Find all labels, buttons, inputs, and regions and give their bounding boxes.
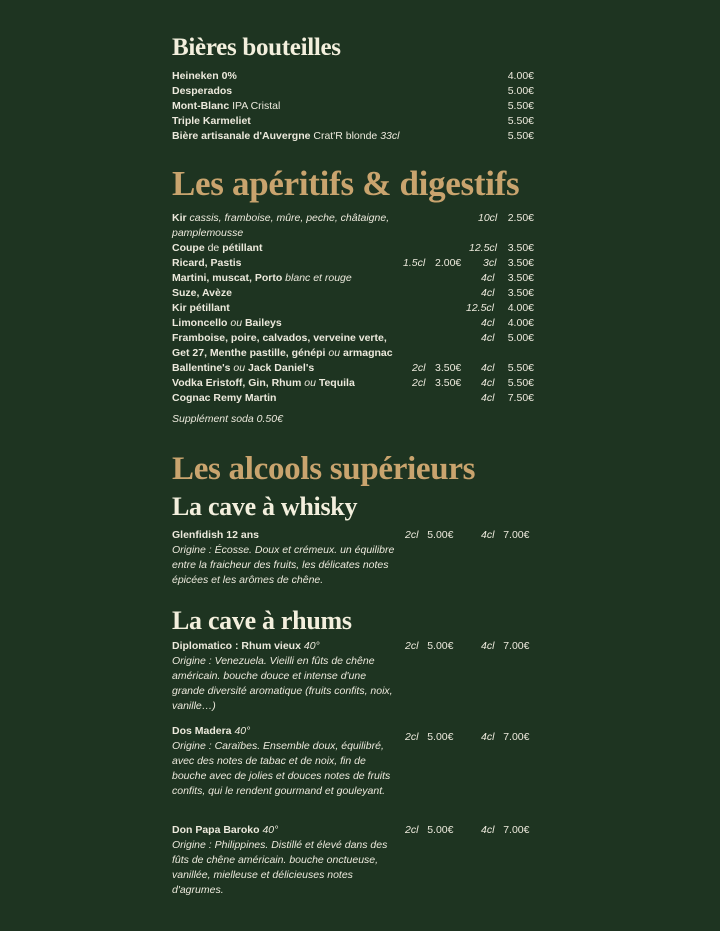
beer-price: 5.50€ — [507, 130, 534, 142]
beer-name: Triple Karmeliet — [172, 115, 251, 127]
beer-price: 4.00€ — [507, 70, 534, 82]
whisky-item — [172, 528, 542, 588]
aperitif-row — [172, 271, 542, 286]
beer-volume: 33cl — [380, 130, 400, 142]
spirit-degree: 40° — [231, 725, 251, 737]
aperitif-name: Ricard, Pastis — [172, 257, 242, 269]
spirit-degree: 40° — [259, 824, 279, 836]
price-2: 7.00€ — [503, 824, 530, 836]
aperitif-name: Framboise, poire, calvados, verveine verte, — [172, 332, 387, 344]
beer-list — [172, 69, 542, 144]
volume-2: 12.5cl — [469, 242, 498, 254]
aperitif-name: Limoncello — [172, 317, 228, 329]
price-2: 4.00€ — [507, 302, 534, 314]
aperitif-name: armagnac — [342, 347, 393, 359]
connector: ou — [325, 347, 343, 359]
section-title-spirits: Les alcools supérieurs — [172, 451, 476, 487]
price-2: 5.00€ — [507, 332, 534, 344]
price-2: 5.50€ — [507, 362, 534, 374]
price-1: 5.00€ — [427, 824, 454, 836]
connector: de — [204, 242, 223, 254]
rum-item — [172, 823, 542, 898]
spirit-description: Origine : Écosse. Doux et crémeux. un équilibre entre la fraicheur des fruits, les délicates notes épicées et les arômes de chêne. — [172, 544, 395, 586]
price-2: 4.00€ — [507, 317, 534, 329]
volume-2: 4cl — [481, 362, 495, 374]
aperitif-name: Kir — [172, 212, 187, 224]
aperitif-name: Ballentine's — [172, 362, 231, 374]
aperitif-row — [172, 286, 542, 301]
volume-2: 4cl — [481, 392, 495, 404]
volume-1: 2cl — [412, 377, 426, 389]
aperitif-list — [172, 211, 542, 427]
volume-2: 3cl — [483, 257, 497, 269]
aperitif-name: Baileys — [244, 317, 282, 329]
soda-note — [172, 412, 542, 427]
volume-1: 2cl — [405, 640, 419, 652]
spirit-name: Diplomatico : Rhum vieux — [172, 640, 301, 652]
connector: ou — [230, 362, 249, 374]
aperitif-row — [172, 301, 542, 316]
spirit-description: Origine : Philippines. Distillé et élevé dans des fûts de chêne américain. bouche onctueuse, vanillée, mielleuse et délicieuses notes d'agrumes. — [172, 839, 388, 896]
aperitif-name: Suze, Avèze — [172, 287, 232, 299]
aperitif-row-cont — [172, 346, 542, 361]
aperitif-name: Cognac Remy Martin — [172, 392, 277, 404]
volume-1: 1.5cl — [403, 257, 426, 269]
volume-2: 12.5cl — [466, 302, 495, 314]
spirit-name: Dos Madera — [172, 725, 232, 737]
volume-2: 4cl — [481, 529, 495, 541]
beer-row — [172, 129, 542, 144]
beer-price: 5.00€ — [507, 85, 534, 97]
connector: ou — [227, 317, 245, 329]
price-1: 3.50€ — [435, 377, 462, 389]
price-2: 3.50€ — [507, 242, 534, 254]
price-2: 7.00€ — [503, 529, 530, 541]
spirit-name: Don Papa Baroko — [172, 824, 260, 836]
aperitif-detail: cassis, framboise, mûre, peche, châtaigne, — [186, 212, 390, 224]
volume-2: 4cl — [481, 287, 495, 299]
volume-2: 4cl — [481, 272, 495, 284]
spirit-description: Origine : Caraïbes. Ensemble doux, équilibré, avec des notes de tabac et de noix, fin de bouche avec de jolies et douces notes de fruits confits, qui le rendent gourmand et gouleyant. — [172, 740, 391, 797]
beer-name: Desperados — [172, 85, 233, 97]
subsection-title-rum: La cave à rhums — [172, 606, 352, 635]
rum-item — [172, 724, 542, 799]
beer-row — [172, 84, 542, 99]
aperitif-detail: blanc et rouge — [282, 272, 352, 284]
volume-1: 2cl — [405, 529, 419, 541]
volume-2: 4cl — [481, 377, 495, 389]
price-2: 3.50€ — [507, 257, 534, 269]
price-1: 3.50€ — [435, 362, 462, 374]
volume-2: 4cl — [481, 640, 495, 652]
beer-name: Heineken 0% — [172, 70, 237, 82]
beer-detail: Crat'R blonde — [310, 130, 381, 142]
beer-name: Mont-Blanc — [172, 100, 230, 112]
connector: ou — [301, 377, 319, 389]
beer-name: Bière artisanale d'Auvergne — [172, 130, 311, 142]
price-2: 3.50€ — [507, 287, 534, 299]
beer-row — [172, 69, 542, 84]
soda-supplement: Supplément soda 0.50€ — [172, 413, 283, 425]
price-2: 7.00€ — [503, 640, 530, 652]
aperitif-row — [172, 391, 542, 406]
aperitif-detail: pamplemousse — [172, 227, 244, 239]
aperitif-name: Jack Daniel's — [248, 362, 315, 374]
aperitif-row — [172, 361, 542, 376]
beer-price: 5.50€ — [507, 115, 534, 127]
beer-detail: IPA Cristal — [229, 100, 281, 112]
aperitif-name: Coupe — [172, 242, 205, 254]
aperitif-row — [172, 316, 542, 331]
price-2: 7.00€ — [503, 731, 530, 743]
price-1: 5.00€ — [427, 529, 454, 541]
volume-2: 4cl — [481, 731, 495, 743]
price-2: 5.50€ — [507, 377, 534, 389]
spirit-degree: 40° — [300, 640, 320, 652]
beer-row — [172, 99, 542, 114]
subsection-title-whisky: La cave à whisky — [172, 492, 358, 521]
section-title-aperitifs: Les apéritifs & digestifs — [172, 164, 520, 203]
spirit-name: Glenfidish 12 ans — [172, 529, 259, 541]
price-2: 7.50€ — [507, 392, 534, 404]
volume-2: 10cl — [478, 212, 498, 224]
aperitif-row — [172, 376, 542, 391]
aperitif-row — [172, 331, 542, 346]
beer-price: 5.50€ — [507, 100, 534, 112]
price-1: 5.00€ — [427, 731, 454, 743]
section-title-beers: Bières bouteilles — [172, 34, 341, 61]
price-1: 5.00€ — [427, 640, 454, 652]
volume-2: 4cl — [481, 317, 495, 329]
volume-1: 2cl — [412, 362, 426, 374]
volume-2: 4cl — [481, 332, 495, 344]
aperitif-name: Martini, muscat, Porto — [172, 272, 283, 284]
spirit-description: Origine : Venezuela. Vieilli en fûts de chêne américain. bouche douce et intense d'une grande diversité aromatique (fruits confits, noix, vanille…) — [172, 655, 393, 712]
aperitif-name: Get 27, Menthe pastille, génépi — [172, 347, 326, 359]
price-2: 2.50€ — [507, 212, 534, 224]
volume-1: 2cl — [405, 731, 419, 743]
aperitif-name: Tequila — [318, 377, 355, 389]
aperitif-name: Kir pétillant — [172, 302, 230, 314]
aperitif-row — [172, 241, 542, 256]
aperitif-name: Vodka Eristoff, Gin, Rhum — [172, 377, 302, 389]
beer-row — [172, 114, 542, 129]
aperitif-row — [172, 211, 542, 226]
aperitif-name: pétillant — [222, 242, 263, 254]
price-1: 2.00€ — [435, 257, 462, 269]
price-2: 3.50€ — [507, 272, 534, 284]
volume-1: 2cl — [405, 824, 419, 836]
aperitif-row-cont — [172, 226, 542, 241]
rum-item — [172, 639, 542, 714]
volume-2: 4cl — [481, 824, 495, 836]
aperitif-row — [172, 256, 542, 271]
